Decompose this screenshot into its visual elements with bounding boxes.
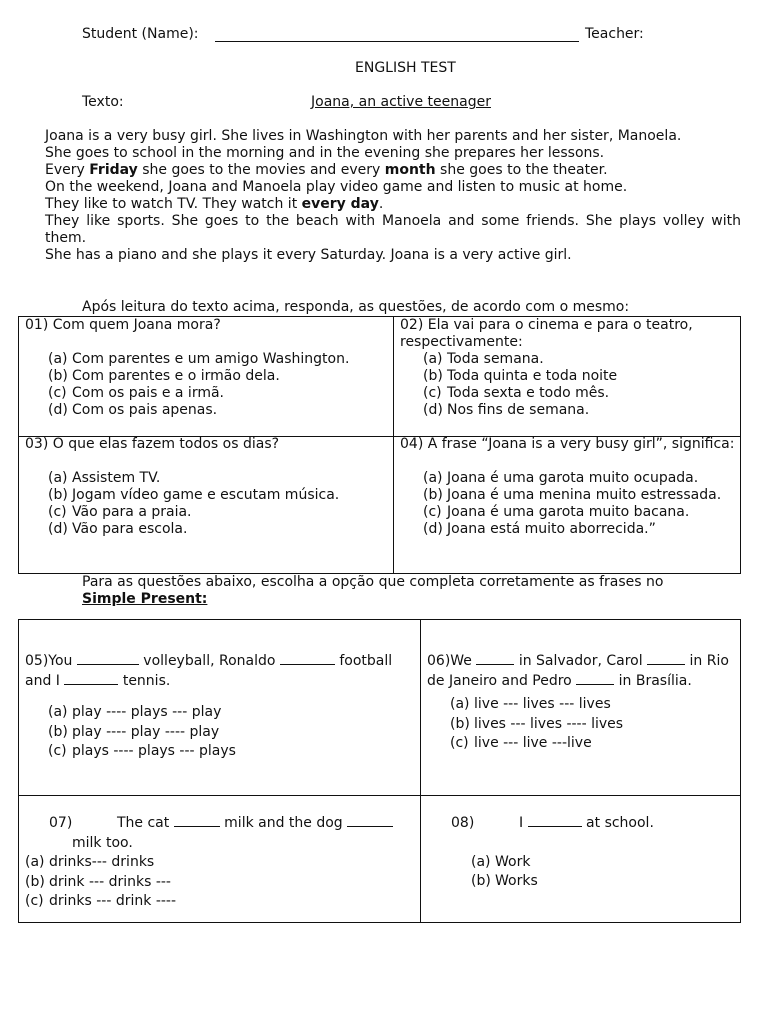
option-letter: (a) [450, 696, 470, 712]
table-1-divider [393, 316, 394, 574]
student-name-line[interactable] [215, 41, 579, 42]
answer-option[interactable] [48, 723, 410, 743]
instruction-simple-present: Para as questões abaixo, escolha a opção que completa corretamente as frases no [82, 574, 664, 590]
option-letter: (c) [48, 743, 67, 759]
option-text: drink --- drinks --- [49, 873, 171, 890]
blank[interactable] [174, 826, 220, 827]
question-07 [25, 814, 417, 912]
question-01-text: 01) Com quem Joana mora? [25, 317, 221, 333]
option-text: Toda semana. [447, 351, 544, 367]
question-01-options [25, 351, 390, 419]
reading-span: They like to watch TV. They watch it [45, 196, 302, 212]
option-text: Com parentes e um amigo Washington. [72, 351, 350, 367]
reading-line [45, 128, 741, 145]
option-text: Jogam vídeo game e escutam música. [72, 487, 340, 503]
option-text: Toda quinta e toda noite [447, 368, 618, 384]
answer-option[interactable] [25, 853, 417, 873]
option-letter: (c) [423, 385, 442, 401]
text-title: Joana, an active teenager [311, 94, 491, 110]
answer-option[interactable] [450, 734, 735, 754]
option-letter: (a) [48, 704, 68, 720]
answer-option[interactable] [423, 504, 736, 521]
question-02-options [400, 351, 736, 419]
option-text: drinks--- drinks [49, 854, 155, 870]
answer-option[interactable] [450, 715, 735, 735]
option-letter: (b) [25, 873, 45, 890]
question-02 [400, 317, 736, 419]
page-title: ENGLISH TEST [355, 60, 456, 76]
reading-span: Joana is a very busy girl. She lives in Washington with her parents and her sister, Manoela. [45, 128, 682, 144]
option-text: Nos fins de semana. [447, 402, 590, 418]
option-text: Work [495, 853, 531, 870]
answer-option[interactable] [423, 385, 736, 402]
answer-option[interactable] [48, 703, 410, 723]
option-letter: (c) [423, 504, 442, 520]
question-04-options [400, 470, 736, 538]
option-letter: (a) [48, 351, 68, 367]
question-04 [400, 436, 736, 538]
simple-present-label: Simple Present: [82, 591, 208, 607]
option-letter: (a) [48, 470, 68, 486]
question-06-options [427, 695, 735, 754]
answer-option[interactable] [25, 892, 417, 912]
option-letter: (a) [25, 854, 45, 870]
option-letter: (b) [450, 715, 470, 732]
reading-line [45, 196, 741, 213]
reading-span: On the weekend, Joana and Manoela play video game and listen to music at home. [45, 179, 628, 195]
option-text: plays ---- plays --- plays [72, 743, 236, 759]
answer-option[interactable] [423, 402, 736, 419]
blank[interactable] [476, 664, 514, 665]
option-letter: (a) [423, 351, 443, 367]
answer-option[interactable] [25, 873, 417, 893]
option-text: Assistem TV. [72, 470, 161, 486]
question-03-options [25, 470, 390, 538]
answer-option[interactable] [423, 351, 736, 368]
option-text: Toda sexta e todo mês. [447, 385, 610, 401]
blank[interactable] [647, 664, 685, 665]
table-2-row-divider [18, 795, 741, 796]
reading-span: Every [45, 162, 90, 178]
blank[interactable] [64, 684, 118, 685]
question-01 [25, 317, 390, 419]
bold-word: month [384, 162, 436, 178]
question-08-text: 08) I at school. [451, 815, 654, 831]
option-letter: (a) [471, 853, 491, 870]
blank[interactable] [77, 664, 139, 665]
reading-line [45, 213, 741, 247]
reading-span: she goes to the movies and every [137, 162, 385, 178]
answer-option[interactable] [423, 521, 736, 538]
option-text: Vão para escola. [72, 521, 188, 537]
option-letter: (c) [25, 893, 44, 909]
answer-option[interactable] [48, 742, 410, 762]
question-05 [25, 652, 410, 762]
answer-option[interactable] [423, 487, 736, 504]
question-04-text: 04) A frase “Joana is a very busy girl”, significa: [400, 436, 735, 452]
option-letter: (b) [423, 368, 443, 384]
answer-option[interactable] [450, 695, 735, 715]
bold-word: every day [301, 196, 379, 212]
question-06 [427, 652, 735, 754]
option-letter: (b) [471, 873, 491, 889]
question-02-text: 02) Ela vai para o cinema e para o teatro, respectivamente: [400, 317, 693, 350]
option-letter: (d) [48, 521, 68, 537]
reading-span: she goes to the theater. [435, 162, 608, 178]
answer-option[interactable] [423, 368, 736, 385]
blank[interactable] [576, 684, 614, 685]
option-text: drinks --- drink ---- [49, 893, 177, 909]
reading-span: They like sports. She goes to the beach with Manoela and some friends. She plays volley with them. [45, 213, 741, 246]
answer-option[interactable] [48, 470, 390, 487]
bold-word: Friday [89, 162, 138, 178]
question-08 [451, 814, 731, 892]
answer-option[interactable] [471, 872, 731, 892]
option-text: play ---- plays --- play [72, 704, 222, 720]
option-text: play ---- play ---- play [72, 723, 220, 740]
question-03-text: 03) O que elas fazem todos os dias? [25, 436, 280, 452]
option-text: live --- live ---live [474, 735, 592, 751]
option-letter: (c) [48, 504, 67, 520]
question-06-text: 06)We in Salvador, Carol in Rio de Janeiro and Pedro in Brasília. [427, 653, 729, 689]
option-text: Joana é uma garota muito bacana. [447, 504, 690, 520]
answer-option[interactable] [48, 504, 390, 521]
blank[interactable] [528, 826, 582, 827]
blank[interactable] [280, 664, 335, 665]
option-text: Com os pais e a irmã. [72, 385, 224, 401]
teacher-label: Teacher: [585, 26, 644, 42]
reading-span: . [378, 196, 384, 212]
option-text: lives --- lives ---- lives [474, 715, 624, 732]
reading-text [45, 128, 741, 264]
instruction-reading: Após leitura do texto acima, responda, as questões, de acordo com o mesmo: [82, 299, 630, 315]
question-08-options [451, 853, 731, 892]
option-letter: (d) [423, 402, 443, 418]
option-letter: (b) [48, 723, 68, 740]
option-text: Joana é uma garota muito ocupada. [447, 470, 699, 486]
answer-option[interactable] [48, 385, 390, 402]
option-letter: (d) [423, 521, 443, 537]
option-text: Com os pais apenas. [72, 402, 218, 418]
reading-line [45, 162, 741, 179]
blank[interactable] [347, 826, 393, 827]
reading-span: She goes to school in the morning and in the evening she prepares her lessons. [45, 145, 605, 161]
option-letter: (d) [48, 402, 68, 418]
option-text: live --- lives --- lives [474, 696, 611, 712]
reading-line [45, 145, 741, 162]
option-letter: (b) [423, 487, 443, 503]
answer-option[interactable] [48, 487, 390, 504]
answer-option[interactable] [48, 521, 390, 538]
answer-option[interactable] [423, 470, 736, 487]
option-letter: (b) [48, 487, 68, 503]
option-letter: (c) [48, 385, 67, 401]
text-label: Texto: [82, 94, 124, 110]
answer-option[interactable] [48, 351, 390, 368]
student-name-label: Student (Name): [82, 26, 199, 42]
option-text: Joana é uma menina muito estressada. [447, 487, 722, 503]
question-05-options [25, 703, 410, 762]
answer-option[interactable] [471, 853, 731, 873]
answer-option[interactable] [48, 402, 390, 419]
option-letter: (a) [423, 470, 443, 486]
option-letter: (c) [450, 735, 469, 751]
option-text: Com parentes e o irmão dela. [72, 368, 280, 384]
question-07-text: 07) The cat milk and the dog milk too. [25, 814, 417, 853]
question-05-text: 05)You volleyball, Ronaldo football and I tennis. [25, 653, 393, 689]
answer-option[interactable] [48, 368, 390, 385]
option-text: Works [495, 873, 538, 889]
reading-line [45, 179, 741, 196]
reading-span: She has a piano and she plays it every Saturday. Joana is a very active girl. [45, 247, 572, 263]
question-07-options [25, 853, 417, 912]
question-03 [25, 436, 390, 538]
table-2-divider [420, 619, 421, 923]
option-letter: (b) [48, 368, 68, 384]
reading-line [45, 247, 741, 264]
option-text: Vão para a praia. [72, 504, 192, 520]
option-text: Joana está muito aborrecida.” [447, 521, 656, 537]
